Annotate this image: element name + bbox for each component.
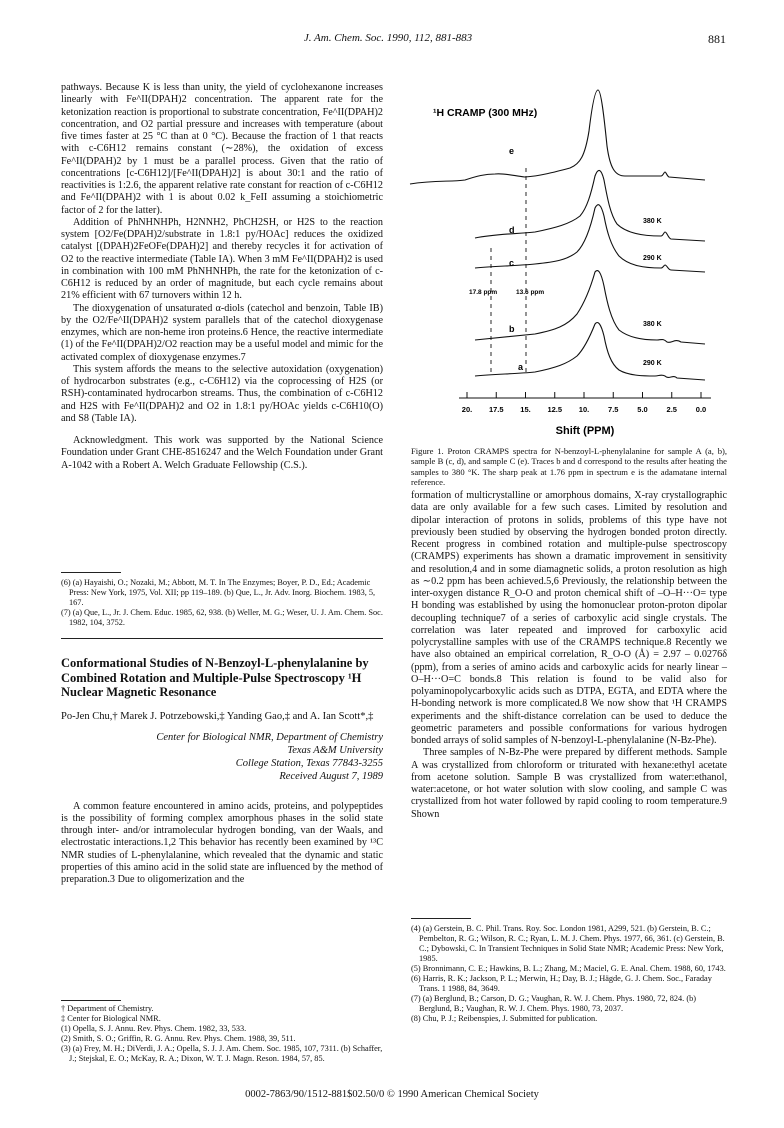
spectrum-title: ¹H CRAMP (300 MHz) — [433, 107, 538, 119]
page-number: 881 — [708, 32, 726, 46]
article-head — [61, 656, 383, 886]
x-tick-label: 15. — [520, 405, 531, 414]
affiliation-line: College Station, Texas 77843-3255 — [235, 757, 383, 769]
temp-label: 380 K — [643, 218, 662, 225]
footnote-rule — [411, 918, 471, 919]
trace-label-e: e — [509, 146, 515, 156]
trace-label-b: b — [509, 324, 515, 334]
paragraph: This system affords the means to the selective autoxidation (oxygenation) of hydrocarbon substrates (e.g., c-C6H12) via the coprocessing of H2S (or RSH)-contaminated hydrocarbon streams. Thus, the combination of c-C6H12 and H2S with Fe^II(DPAH)2 and O2 in 1.8:1 py/HOAc yields c-C6H10(O) and S8 (Table IA). — [61, 363, 383, 424]
footnote: (8) Chu, P. J.; Reibenspies, J. Submitted for publication. — [411, 1014, 598, 1023]
affiliation-line: Texas A&M University — [287, 744, 383, 756]
x-axis-label: Shift (PPM) — [555, 425, 615, 437]
footnote: (2) Smith, S. O.; Griffin, R. G. Annu. Rev. Phys. Chem. 1988, 39, 511. — [61, 1034, 296, 1043]
footnotes-right — [411, 924, 727, 1024]
acknowledgment: Acknowledgment. This work was supported by the National Science Foundation under Grant CHE-8516247 and the Welch Foundation under Grant A-1042 with a Robert A. Welch Graduate Fellowship (C.S.). — [61, 435, 383, 471]
paragraph: pathways. Because K is less than unity, the yield of cyclohexanone increases linearly with Fe^II(DPAH)2 concentration. The apparent rate for the ketonization reaction is proportional to substrate concentration, Fe^II(DPAH)2 concentration, and O2 partial pressure and increases with temperature (about five times faster at 25 °C than at 0 °C). Because the fraction of 1 that reacts with c-C6H12 remains constant (∼28%), the oxidation of excess Fe^II(DPAH)2 by 1 must be a parallel process. Given that the ratio of concentrations [c-C6H12]/[Fe^II(DPAH)2] is about 30:1 and the ratio of reactivities is 1:2.6, the apparent relative rate constant for reaction of c-C6H12 and Fe^II(DPAH)2 with 1 is about 0.02 k_FeII assuming a stoichiometric factor of 2 for the latter). — [61, 82, 383, 216]
received-date: Received August 7, 1989 — [279, 770, 383, 782]
affiliation — [61, 731, 383, 770]
paragraph: Three samples of N-Bz-Phe were prepared by different methods. Sample A was crystallized from chloroform or triturated with hexane:ethyl acetate from acetone solution. Sample B was crystallized from water:ethanol, water:acetone, or hot water solution with slow cooling, and sample C was crystallized from hot water followed by rapid cooling to room temperature.9 Shown — [411, 747, 727, 820]
temp-label: 290 K — [643, 360, 662, 367]
paragraph: The dioxygenation of unsaturated α-diols (catechol and benzoin, Table IB) by the O2/Fe^II(DPAH)2 system parallels that of the catechol dioxygenase enzymes, which are non-heme iron proteins.6 Hence, the reactive intermediate (1) of the Fe^II(DPAH)2/O2 reaction may be a useful model and mimic for the activated complex of dioxygenase enzymes.7 — [61, 302, 383, 363]
footnote-rule — [61, 572, 121, 573]
footnote: (5) Bronnimann, C. E.; Hawkins, B. L.; Zhang, M.; Maciel, G. E. Anal. Chem. 1988, 60, 1743. — [411, 964, 726, 973]
x-tick-label: 5.0 — [637, 405, 648, 414]
right-column — [411, 490, 727, 821]
authors: Po-Jen Chu,† Marek J. Potrzebowski,‡ Yanding Gao,‡ and A. Ian Scott*,‡ — [61, 710, 374, 722]
intro-paragraph: A common feature encountered in amino acids, proteins, and polypeptides is the possibility of forming complex amorphous phases in the solid state through inter- and/or intramolecular hydrogen bonding, van der Waals, and electrostatic interactions.1,2 This behavior has recently been examined by ¹³C NMR studies of L-phenylalanine, which revealed that the dynamic and static properties of this amino acid in the solid state are influenced by the method of preparation.3 Due to oligomerization and the — [61, 800, 383, 885]
footnote: (7) (a) Berglund, B.; Carson, D. G.; Vaughan, R. W. J. Chem. Phys. 1980, 72, 824. (b) Berglund, B.; Vaughan, R. W. J. Chem. Phys. 1980, 73, 2037. — [411, 994, 697, 1013]
x-tick-label: 20. — [461, 405, 473, 414]
article-title: Conformational Studies of N-Benzoyl-L-phenylalanine by Combined Rotation and Multiple-Pulse Spectroscopy ¹H Nuclear Magnetic Resonance — [61, 656, 369, 699]
footnote: (1) Opella, S. J. Annu. Rev. Phys. Chem. 1982, 33, 533. — [61, 1024, 247, 1033]
temp-label: 380 K — [643, 321, 662, 328]
footnote: (3) (a) Frey, M. H.; DiVerdi, J. A.; Opella, S. J. J. Am. Chem. Soc. 1985, 107, 7311. (b) Schaffer, J.; Stejskal, E. O.; McKay, R. A.; Dixon, W. T. J. Magn. Reson. 1984, 57, 85. — [61, 1044, 383, 1063]
footnote: (6) Harris, R. K.; Jackson, P. L.; Merwin, H.; Day, B. J.; Hägde, G. J. Chem. Soc., Faraday Trans. 1 1988, 84, 3649. — [411, 974, 712, 993]
x-tick-label: 2.5 — [666, 405, 677, 414]
x-axis-ticks — [462, 392, 706, 414]
x-tick-label: 10. — [578, 405, 590, 414]
paragraph: Addition of PhNHNHPh, H2NNH2, PhCH2SH, or H2S to the reaction system [O2/Fe(DPAH)2/substrate in 1.8:1 py/HOAc] reduces the oxidized catalyst [(DPAH)2FeOFe(DPAH)2] and thereby recycles it for activation of O2 to the reactive intermediate (Table IA). When 3 mM Fe^II(DPAH)2 is used in combination with 100 mM PhNHNHPh, the rate for the ketonization of c-C6H12 is reduced by an order of magnitude, but each cycle remains about 21% efficient with 67 turnovers within 12 h. — [61, 216, 383, 302]
paragraph: formation of multicrystalline or amorphous domains, X-ray crystallographic data are only available for a few such cases. Limited by resolution and dipolar interaction of protons in solids, problems of this type have not previously been studied by observing the hydrogen bonded proton directly. Recent progress in combined rotation and multiple-pulse spectroscopy (CRAMPS) experiments has shown a dramatic improvement in sensitivity and resolution,4 and in some diamagnetic solids, a proton resolution as high as ∼0.2 ppm has been achieved.5,6 Previously, the relationship between the inter-oxygen distance R_O-O and proton chemical shift of –O–H···O= type H bonding was established by using the homonuclear proton-proton dipolar decoupling technique7 of a series of carboxylic acid single crystals. The correlation was later repeated and improved for carboxylic acid polycrystalline samples with use of the CRAMPS technique.8 Recently we have also obtained an empirical correlation, R_O-O (Å) = 2.97 – 0.0276δ (ppm), from a series of amino acids and carboxylic acids for nearly linear –O–H···O=C bonds.8 This relation is found to be valid also for polyaminopolycarboxylic acids such as DTPA, EGTA, and EDTA where the H-bonding network is more complicated.8 We now show that ¹H CRAMPS experiments and the shift-distance correlation can be used to deduce the geometric parameters and possible conformations for various hydrogen bonded arrays of solid samples of N-benzoyl-L-phenylalanine (N-Bz-Phe). — [411, 490, 727, 746]
footnotes-bottom-left — [61, 1004, 383, 1064]
x-tick-label: 12.5 — [547, 405, 563, 414]
x-tick-label: 0.0 — [695, 405, 707, 414]
trace-label-c: c — [509, 258, 515, 268]
footnote: † Department of Chemistry. — [61, 1004, 154, 1013]
reference: (6) (a) Hayaishi, O.; Nozaki, M.; Abbott, M. T. In The Enzymes; Boyer, P. D., Ed.; Academic Press: New York, 1975, Vol. XII; pp 119–189. (b) Que, L., Jr. Adv. Inorg. Biochem. 1983, 5, 167. — [61, 578, 376, 607]
copyright-footer: 0002-7863/90/1512-881$02.50/0 © 1990 American Chemical Society — [245, 1089, 539, 1100]
footnote: ‡ Center for Biological NMR. — [61, 1014, 161, 1023]
x-tick-label: 17.5 — [488, 405, 504, 414]
section-divider — [61, 638, 383, 639]
ppm-marker-label: 17.8 ppm — [469, 289, 498, 296]
affiliation-line: Center for Biological NMR, Department of Chemistry — [156, 731, 383, 743]
figure-caption: Figure 1. Proton CRAMPS spectra for N-benzoyl-L-phenylalanine for sample A (a, b), sample B (c, d), and sample C (e). Traces b and d correspond to the results after heating the samples to 380 °K. The sharp peak at 1.76 ppm in spectrum e is the adamatane internal reference. — [411, 446, 727, 487]
x-tick-label: 7.5 — [608, 405, 619, 414]
trace-label-d: d — [509, 225, 515, 235]
footnote: (4) (a) Gerstein, B. C. Phil. Trans. Roy. Soc. London 1981, A299, 521. (b) Gerstein, B. C.; Pembelton, R. G.; Wilson, R. C.; Ryan, L. M. J. Chem. Phys. 1977, 66, 361. (c) Gerstein, B. C.; Dybowski, C. In Transient Techniques in Solid State NMR; Academic Press: New York, 1985. — [411, 924, 725, 963]
footnote-rule — [61, 1000, 121, 1001]
footnotes-top — [61, 578, 383, 628]
reference: (7) (a) Que, L., Jr. J. Chem. Educ. 1985, 62, 938. (b) Weller, M. G.; Weser, U. J. Am. Chem. Soc. 1982, 104, 3752. — [61, 608, 383, 627]
nmr-spectra-figure — [405, 76, 725, 442]
trace-label-a: a — [518, 362, 524, 372]
temp-label: 290 K — [643, 255, 662, 262]
running-header: J. Am. Chem. Soc. 1990, 112, 881-883 — [303, 32, 473, 44]
left-column — [61, 82, 383, 472]
ppm-marker-label: 13.6 ppm — [516, 289, 545, 296]
trace-e — [410, 90, 705, 184]
